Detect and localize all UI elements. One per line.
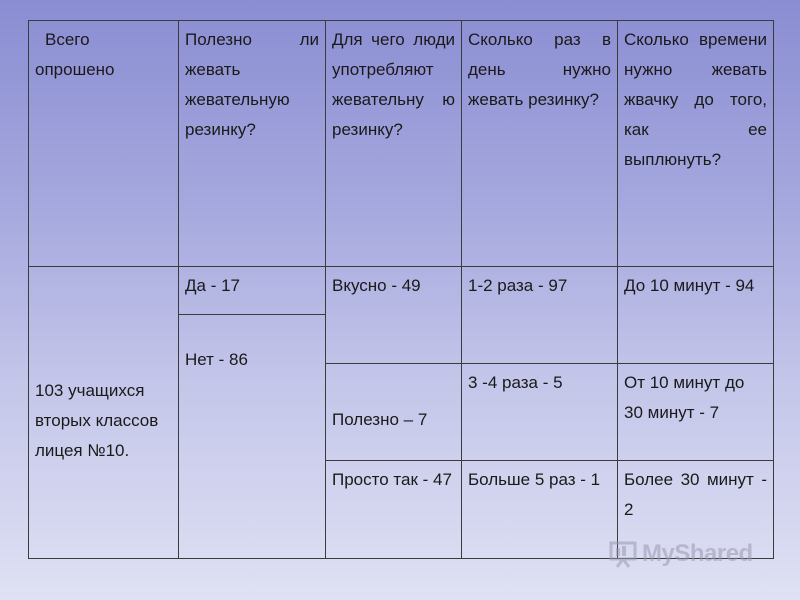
duration-3-cell: Более 30 минут - 2 — [618, 461, 774, 559]
header-purpose-question: Для чего люди употребляют жевательну ю резинку? — [326, 21, 462, 267]
header-surveyed — [29, 21, 179, 267]
purpose-healthy-cell: Полезно – 7 — [326, 364, 462, 461]
header-times-question: Сколько раз в день нужно жевать резинку? — [462, 21, 618, 267]
duration-1-cell: До 10 минут - 94 — [618, 267, 774, 364]
useful-yes-cell: Да - 17 — [179, 267, 326, 315]
header-useful-question: Полезно ли жевать жевательную резинку? — [179, 21, 326, 267]
respondents-cell — [29, 267, 179, 559]
times-1-cell: 1-2 раза - 97 — [462, 267, 618, 364]
purpose-tasty-cell: Вкусно - 49 — [326, 267, 462, 364]
times-3-cell: Больше 5 раз - 1 — [462, 461, 618, 559]
useful-no-cell: Нет - 86 — [179, 315, 326, 559]
presentation-board-icon — [608, 539, 638, 569]
duration-2-cell: От 10 минут до 30 минут - 7 — [618, 364, 774, 461]
survey-results-table — [28, 20, 774, 559]
table-header-row — [29, 21, 774, 267]
watermark-text: MyShared — [642, 540, 753, 567]
times-2-cell: 3 -4 раза - 5 — [462, 364, 618, 461]
table-row — [29, 267, 774, 315]
myshared-watermark — [608, 538, 768, 570]
respondents-text: 103 учащихся вторых классов лицея №10. — [35, 380, 159, 460]
header-duration-question: Сколько времени нужно жевать жвачку до того, как ее выплюнуть? — [618, 21, 774, 267]
header-surveyed-text: Всего опрошено — [35, 30, 115, 79]
purpose-just-because-cell: Просто так - 47 — [326, 461, 462, 559]
